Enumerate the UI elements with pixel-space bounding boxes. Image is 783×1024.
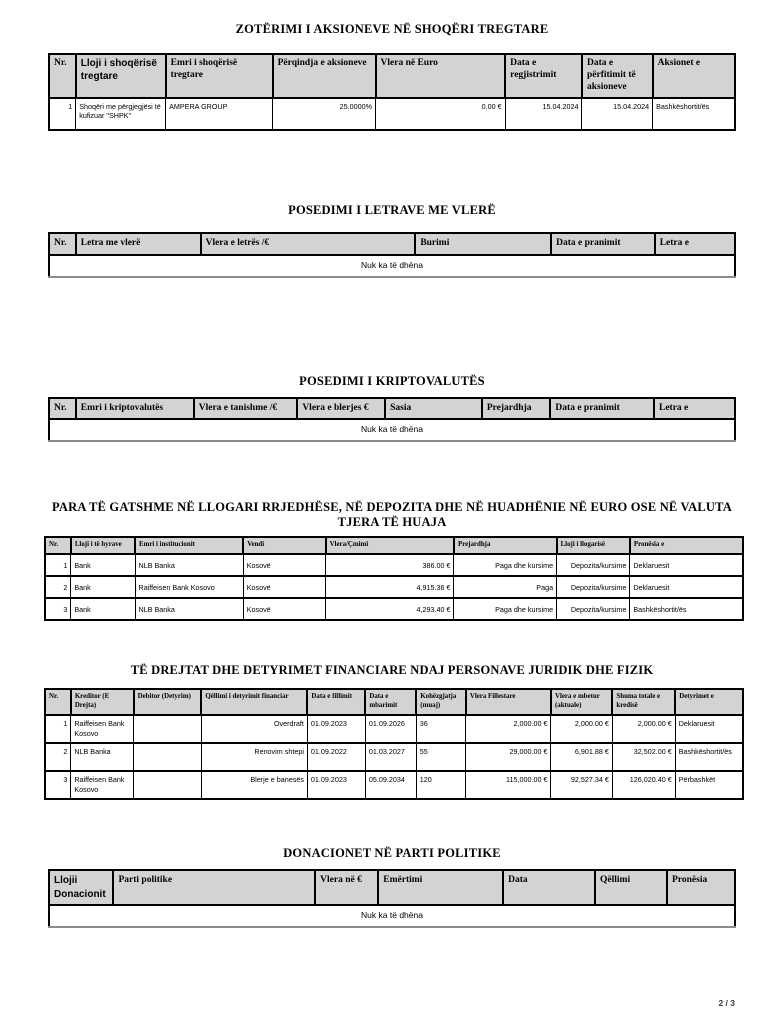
table-cell: 3 bbox=[45, 598, 71, 620]
share-ownership-table bbox=[48, 53, 736, 131]
table-cell bbox=[134, 771, 202, 799]
column-header: Letra e bbox=[655, 233, 735, 255]
column-header: Data e përfitimit të aksioneve bbox=[582, 54, 653, 98]
table-cell bbox=[134, 715, 202, 743]
column-header: Lloji i të hyrave bbox=[71, 537, 135, 554]
table-cell: 01.09.2022 bbox=[307, 743, 365, 771]
column-header: Parti politike bbox=[113, 870, 315, 905]
column-header: Data e regjistrimit bbox=[505, 54, 582, 98]
column-header: Vlera në Euro bbox=[376, 54, 506, 98]
table-cell bbox=[134, 743, 202, 771]
table-row bbox=[45, 771, 743, 799]
table-cell: 4,915.36 € bbox=[326, 576, 454, 598]
header-row bbox=[49, 54, 735, 98]
table-cell: Overdraft bbox=[201, 715, 307, 743]
table-cell: Deklaruesit bbox=[630, 554, 743, 576]
table-row bbox=[49, 905, 735, 927]
column-header: Kreditor (E Drejta) bbox=[71, 689, 134, 715]
table-cell: NLB Banka bbox=[135, 598, 243, 620]
column-header: Detyrimet e bbox=[675, 689, 743, 715]
section-cash-accounts bbox=[48, 500, 736, 621]
table-cell: Bank bbox=[71, 576, 135, 598]
table-row bbox=[45, 598, 743, 620]
column-header: Burimi bbox=[415, 233, 551, 255]
table-cell: 6,901.88 € bbox=[551, 743, 612, 771]
table-cell: 3 bbox=[45, 771, 71, 799]
column-header: Emërtimi bbox=[378, 870, 503, 905]
header-row bbox=[49, 233, 735, 255]
table-cell: Raiffeisen Bank Kosovo bbox=[135, 576, 243, 598]
crypto-table bbox=[48, 397, 736, 443]
table-cell: Depozita/kursime bbox=[557, 576, 630, 598]
table-cell: 2,000.00 € bbox=[551, 715, 612, 743]
column-header: Pronësia e bbox=[630, 537, 743, 554]
table-row bbox=[45, 554, 743, 576]
column-header: Shuma totale e kredisë bbox=[612, 689, 675, 715]
table-cell: Deklaruesit bbox=[630, 576, 743, 598]
column-header: Vlera e blerjes € bbox=[297, 398, 385, 420]
section-title-cash-accounts: PARA TË GATSHME NË LLOGARI RRJEDHËSE, NË DEPOZITA DHE NË HUADHËNIE NË EURO OSE NË VALUTA TJERA TË HUAJA bbox=[52, 500, 732, 530]
table-cell: Paga bbox=[454, 576, 557, 598]
table-cell: Raiffeisen Bank Kosovo bbox=[71, 715, 134, 743]
table-cell: 25.0000% bbox=[273, 98, 376, 130]
table-cell: 55 bbox=[416, 743, 466, 771]
table-row bbox=[45, 715, 743, 743]
section-crypto bbox=[48, 374, 736, 443]
table-cell: 120 bbox=[416, 771, 466, 799]
table-cell: 2 bbox=[45, 743, 71, 771]
page-number: 2 / 3 bbox=[718, 998, 735, 1009]
table-cell: 126,020.40 € bbox=[612, 771, 675, 799]
section-financial-obligations bbox=[48, 663, 736, 800]
column-header: Vlera e tanishme /€ bbox=[194, 398, 298, 420]
no-data-cell: Nuk ka të dhëna bbox=[361, 910, 423, 921]
table-cell: 1 bbox=[49, 98, 76, 130]
column-header: Letra me vlerë bbox=[76, 233, 201, 255]
table-row bbox=[45, 576, 743, 598]
table-cell: 32,502.00 € bbox=[612, 743, 675, 771]
section-title-donations: DONACIONET NË PARTI POLITIKE bbox=[283, 846, 501, 861]
section-securities bbox=[48, 203, 736, 278]
column-header: Aksionet e bbox=[653, 54, 735, 98]
table-cell: 01.03.2027 bbox=[365, 743, 416, 771]
no-data-cell: Nuk ka të dhëna bbox=[361, 424, 423, 435]
table-cell: 2 bbox=[45, 576, 71, 598]
table-cell: Renovim shtepi bbox=[201, 743, 307, 771]
column-header: Emri i institucionit bbox=[135, 537, 243, 554]
header-row bbox=[45, 689, 743, 715]
table-cell: Bashkëshortit/ës bbox=[630, 598, 743, 620]
column-header: Pronësia bbox=[667, 870, 735, 905]
table-cell: 01.09.2023 bbox=[307, 771, 365, 799]
section-title-share-ownership: ZOTËRIMI I AKSIONEVE NË SHOQËRI TREGTARE bbox=[235, 22, 549, 36]
column-header: Data e pranimit bbox=[551, 233, 655, 255]
header-row bbox=[45, 537, 743, 554]
column-header: Qëllimi i detyrimit financiar bbox=[201, 689, 307, 715]
column-header: Përqindja e aksioneve bbox=[273, 54, 376, 98]
table-cell: 115,000.00 € bbox=[466, 771, 551, 799]
column-header: Emri i shoqërisë tregtare bbox=[166, 54, 273, 98]
column-header: Nr. bbox=[45, 689, 71, 715]
section-share-ownership bbox=[48, 22, 736, 131]
column-header: Data e fillimit bbox=[307, 689, 365, 715]
table-cell: 29,000.00 € bbox=[466, 743, 551, 771]
column-header: Kohëzgjatja (muaj) bbox=[416, 689, 466, 715]
column-header: Vlera Fillestare bbox=[466, 689, 551, 715]
column-header: Prejardhja bbox=[482, 398, 551, 420]
table-row bbox=[49, 255, 735, 277]
table-cell: 15.04.2024 bbox=[582, 98, 653, 130]
column-header: Nr. bbox=[49, 54, 76, 98]
table-cell: NLB Banka bbox=[71, 743, 134, 771]
table-cell: 1 bbox=[45, 554, 71, 576]
table-cell: Kosovë bbox=[243, 554, 325, 576]
cash-accounts-table bbox=[44, 536, 744, 621]
table-cell: 0.00 € bbox=[376, 98, 506, 130]
header-row bbox=[49, 870, 735, 905]
table-cell: Kosovë bbox=[243, 576, 325, 598]
securities-table bbox=[48, 232, 736, 278]
column-header: Lloji i llogarisë bbox=[557, 537, 630, 554]
column-header: Qëllimi bbox=[595, 870, 667, 905]
table-cell: 36 bbox=[416, 715, 466, 743]
table-cell: Depozita/kursime bbox=[557, 598, 630, 620]
header-row bbox=[49, 398, 735, 420]
table-row bbox=[49, 419, 735, 441]
table-cell: Paga dhe kursime bbox=[454, 598, 557, 620]
column-header: Data e pranimit bbox=[550, 398, 654, 420]
section-title-crypto: POSEDIMI I KRIPTOVALUTËS bbox=[299, 373, 485, 388]
table-cell: Deklaruesit bbox=[675, 715, 743, 743]
table-cell: 2,000.00 € bbox=[612, 715, 675, 743]
column-header: Debitor (Detyrim) bbox=[134, 689, 202, 715]
column-header: Lloji i shoqërisë tregtare bbox=[76, 54, 166, 98]
table-cell: Shoqëri me përgjegjësi të kufizuar "SHPK" bbox=[76, 98, 166, 130]
table-cell: 92,527.34 € bbox=[551, 771, 612, 799]
table-row bbox=[45, 743, 743, 771]
table-cell: 15.04.2024 bbox=[505, 98, 582, 130]
financial-obligations-table bbox=[44, 688, 744, 800]
column-header: Prejardhja bbox=[454, 537, 557, 554]
column-header: Data bbox=[503, 870, 595, 905]
table-cell: 05.09.2034 bbox=[365, 771, 416, 799]
column-header: Vlera e letrës /€ bbox=[201, 233, 416, 255]
table-cell: 01.09.2026 bbox=[365, 715, 416, 743]
column-header: Llojii Donacionit bbox=[49, 870, 113, 905]
table-cell: Raiffeisen Bank Kosovo bbox=[71, 771, 134, 799]
table-cell: 1 bbox=[45, 715, 71, 743]
section-donations bbox=[48, 846, 736, 928]
column-header: Nr. bbox=[49, 233, 76, 255]
column-header: Vlera/Çmimi bbox=[326, 537, 454, 554]
table-cell: NLB Banka bbox=[135, 554, 243, 576]
table-cell: Kosovë bbox=[243, 598, 325, 620]
table-cell: Bashkëshortit/ës bbox=[675, 743, 743, 771]
donations-table bbox=[48, 869, 736, 928]
column-header: Nr. bbox=[45, 537, 71, 554]
table-cell: Bank bbox=[71, 598, 135, 620]
column-header: Emri i kriptovalutës bbox=[76, 398, 194, 420]
table-cell: Blerje e banesës bbox=[201, 771, 307, 799]
table-cell: Depozita/kursime bbox=[557, 554, 630, 576]
section-title-financial-obligations: TË DREJTAT DHE DETYRIMET FINANCIARE NDAJ PERSONAVE JURIDIK DHE FIZIK bbox=[130, 663, 654, 678]
table-cell: AMPERA GROUP bbox=[166, 98, 273, 130]
table-cell: 2,000.00 € bbox=[466, 715, 551, 743]
table-cell: Bank bbox=[71, 554, 135, 576]
column-header: Vendi bbox=[243, 537, 325, 554]
table-cell: 386.00 € bbox=[326, 554, 454, 576]
column-header: Letra e bbox=[654, 398, 735, 420]
table-cell: Paga dhe kursime bbox=[454, 554, 557, 576]
column-header: Data e mbarimit bbox=[365, 689, 416, 715]
table-cell: 4,293.40 € bbox=[326, 598, 454, 620]
table-cell: Përbashkët bbox=[675, 771, 743, 799]
table-cell: Bashkëshortit/ës bbox=[653, 98, 735, 130]
table-row bbox=[49, 98, 735, 130]
column-header: Sasia bbox=[385, 398, 482, 420]
section-title-securities: POSEDIMI I LETRAVE ME VLERË bbox=[288, 202, 496, 217]
table-cell: 01.09.2023 bbox=[307, 715, 365, 743]
column-header: Nr. bbox=[49, 398, 76, 420]
column-header: Vlera e mbetur (aktuale) bbox=[551, 689, 612, 715]
no-data-cell: Nuk ka të dhëna bbox=[361, 259, 423, 270]
column-header: Vlera në € bbox=[315, 870, 378, 905]
